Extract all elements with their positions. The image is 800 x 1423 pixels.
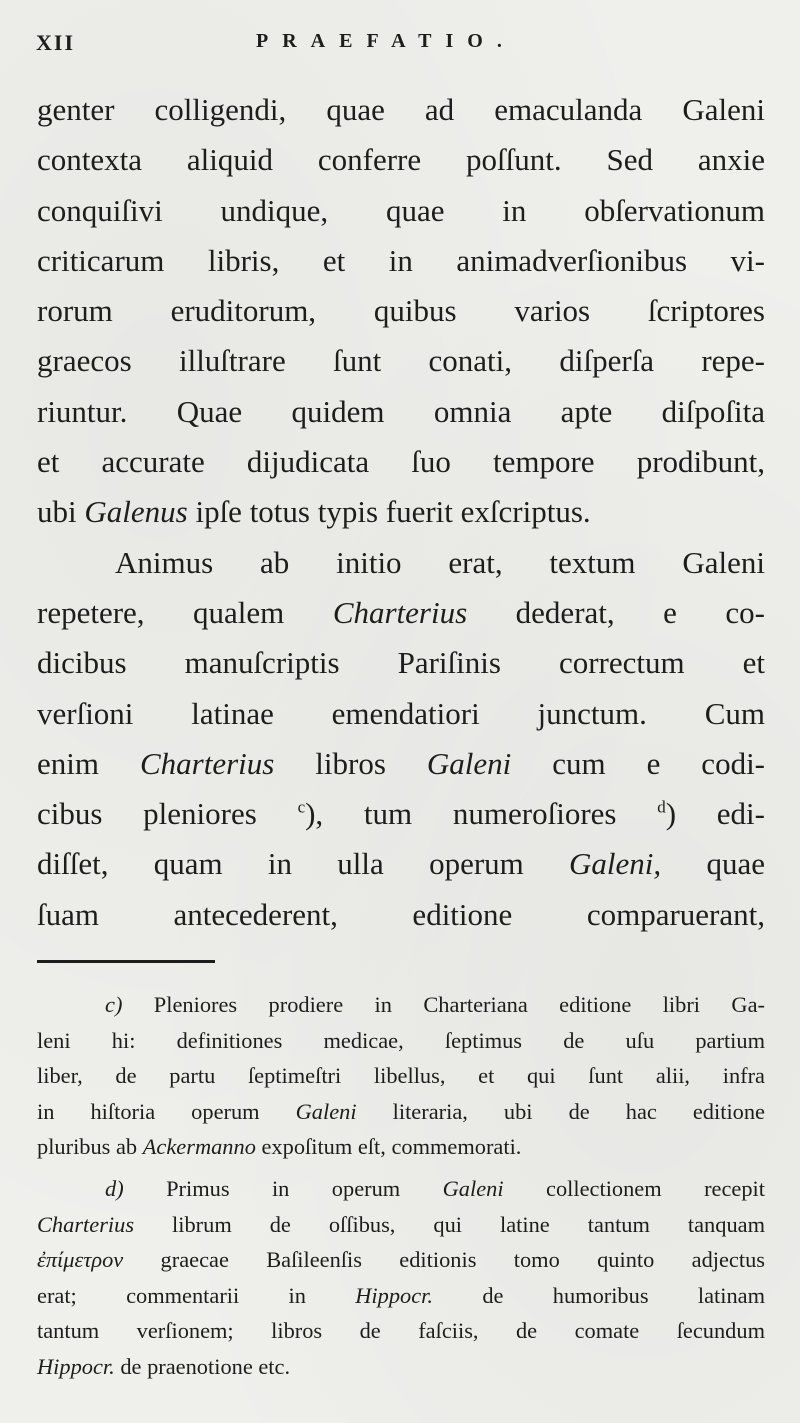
footnote-d-line: Hippocr. de praenotione etc. — [37, 1353, 291, 1379]
text-line: conquiſivi undique, quae in obſervationum — [37, 192, 765, 228]
footnote-d-line: ἐπίμετρον graecae Baſileenſis editionis tomo quinto adjectus — [37, 1247, 765, 1273]
text-line: et accurate dijudicata ſuo tempore prodibunt, — [37, 444, 765, 480]
text-line: repetere, qualem Charterius dederat, e co- — [37, 594, 765, 630]
footnote-c-line: pluribus ab Ackermanno expoſitum eſt, commemorati. — [37, 1134, 522, 1160]
text-line-paragraph-start: Animus ab initio erat, textum Galeni — [115, 544, 765, 580]
text-line: rorum eruditorum, quibus varios ſcriptores — [37, 293, 765, 329]
footnote-d-line: Charterius librum de oſſibus, qui latine tantum tanquam — [37, 1211, 765, 1237]
running-head — [36, 30, 764, 58]
text-line: ubi Galenus ipſe totus typis fuerit exſcriptus. — [37, 494, 591, 530]
footnote-ref-d: d — [657, 797, 666, 817]
footnote-marker-d: d) — [105, 1175, 124, 1201]
footnote-c-line: c) Pleniores prodiere in Charteriana editione libri Ga- — [105, 992, 765, 1017]
footnote-d-line: d) Primus in operum Galeni collectionem recepit — [105, 1175, 765, 1201]
footnote-c-line: liber, de partu ſeptimeſtri libellus, et qui ſunt alii, infra — [37, 1063, 765, 1089]
text-line: genter colligendi, quae ad emaculanda Galeni — [37, 92, 765, 127]
text-line: criticarum libris, et in animadverſionibus vi- — [37, 242, 765, 278]
text-line: riuntur. Quae quidem omnia apte diſpoſita — [37, 393, 765, 429]
footnote-marker-c: c) — [105, 992, 123, 1017]
footnote-d-line: tantum verſionem; libros de faſciis, de comate ſecundum — [37, 1318, 765, 1344]
text-line: enim Charterius libros Galeni cum e codi- — [37, 745, 765, 781]
footnote-d-line: erat; commentarii in Hippocr. de humoribus latinam — [37, 1282, 765, 1308]
text-line: ſuam antecederent, editione comparuerant, — [37, 896, 765, 932]
text-line: diſſet, quam in ulla operum Galeni, quae — [37, 846, 765, 882]
text-line: contexta aliquid conferre poſſunt. Sed anxie — [37, 142, 765, 178]
text-line: dicibus manuſcriptis Pariſinis correctum et — [37, 645, 765, 681]
footnote-ref-c: c — [297, 797, 306, 817]
footnotes — [37, 990, 765, 1388]
text-line: cibus pleniores $^c$), tum numeroſiores $^d$) edi- — [37, 796, 765, 832]
running-title: PRAEFATIO. — [256, 30, 516, 52]
page-number: XII — [36, 30, 76, 55]
text-line: graecos illuſtrare ſunt conati, diſperſa repe- — [37, 343, 765, 379]
main-text — [37, 92, 765, 947]
footnote-c-line: in hiſtoria operum Galeni literaria, ubi de hac editione — [37, 1098, 765, 1124]
footnote-c-line: leni hi: definitiones medicae, ſeptimus de uſu partium — [37, 1027, 765, 1053]
footnote-rule — [37, 960, 215, 963]
text-line: verſioni latinae emendatiori junctum. Cum — [37, 695, 765, 731]
